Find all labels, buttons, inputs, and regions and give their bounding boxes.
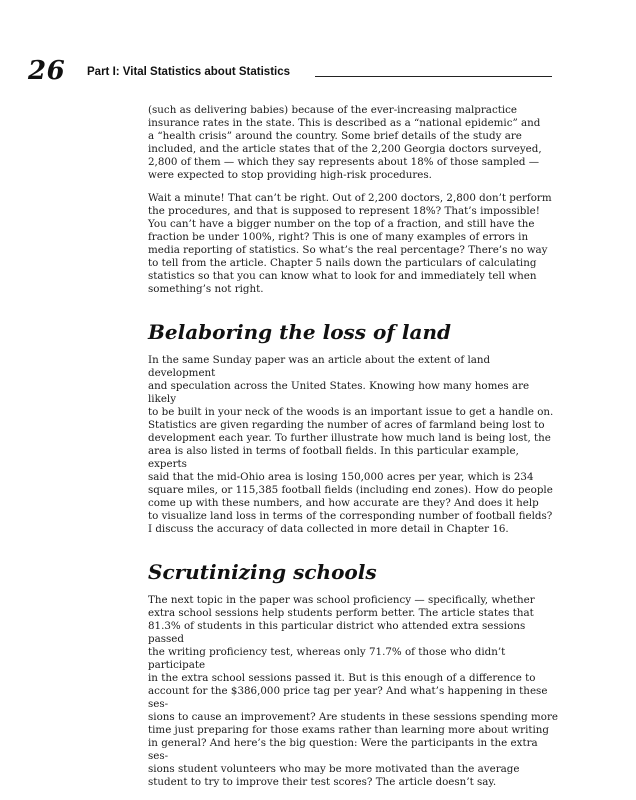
paragraph-land: In the same Sunday paper was an article about the extent of land development and speculation across the United States. Knowing how many homes are likely to be built in your neck of the woods is an important issue to get a handle on. Statistics are given regarding the number of acres of farmland being lost to development each year. To further illustrate how much land is being lost, the area is also listed in terms of football fields. In this particular example, experts said that the mid-Ohio area is losing 150,000 acres per year, which is 234 square miles, or 115,385 football fields (including end zones). How do people come up with these numbers, and how accurate are they? And does it help to visualize land loss in terms of the corresponding number of football fields? I discuss the accuracy of data collected in more detail in Chapter 16. (148, 354, 554, 535)
section-heading-schools: Scrutinizing schools (148, 560, 377, 584)
page-body (148, 104, 558, 799)
paragraph-malpractice: (such as delivering babies) because of the ever-increasing malpractice insurance rates in the state. This is described as a “national epidemic” and a “health crisis” around the country. Some brief details of the study are included, and the article states that of the 2,200 Georgia doctors surveyed, 2,800 of them — which they say represents about 18% of those sampled — were expected to stop providing high-risk procedures. (148, 104, 542, 181)
page-number: 26 (28, 56, 66, 86)
header-rule (315, 76, 552, 77)
paragraph-wait-a-minute: Wait a minute! That can’t be right. Out of 2,200 doctors, 2,800 don’t perform the procedures, and that is supposed to represent 18%? That’s impossible! You can’t have a bigger number on the top of a fraction, and still have the fraction be under 100%, right? This is one of many examples of errors in media reporting of statistics. So what’s the real percentage? There’s no way to tell from the article. Chapter 5 nails down the particulars of calculating statistics so that you can know what to look for and immediately tell when something’s not right. (148, 192, 552, 295)
section-heading-land: Belaboring the loss of land (148, 320, 452, 344)
running-head: Part I: Vital Statistics about Statistics (87, 66, 291, 78)
page-header (22, 52, 552, 86)
paragraph-schools: The next topic in the paper was school proficiency — specifically, whether extra school sessions help students perform better. The article states that 81.3% of students in this particular district who attended extra sessions passed the writing proficiency test, whereas only 71.7% of those who didn’t participate in the extra school sessions passed it. But is this enough of a difference to account for the $386,000 price tag per year? And what’s happening in these ses- sions to cause an improvement? Are students in these sessions spending more time just preparing for those exams rather than learning more about writing in general? And here’s the big question: Were the participants in the extra ses- sions student volunteers who may be more motivated than the average student to try to improve their test scores? The article doesn’t say. (148, 594, 559, 788)
